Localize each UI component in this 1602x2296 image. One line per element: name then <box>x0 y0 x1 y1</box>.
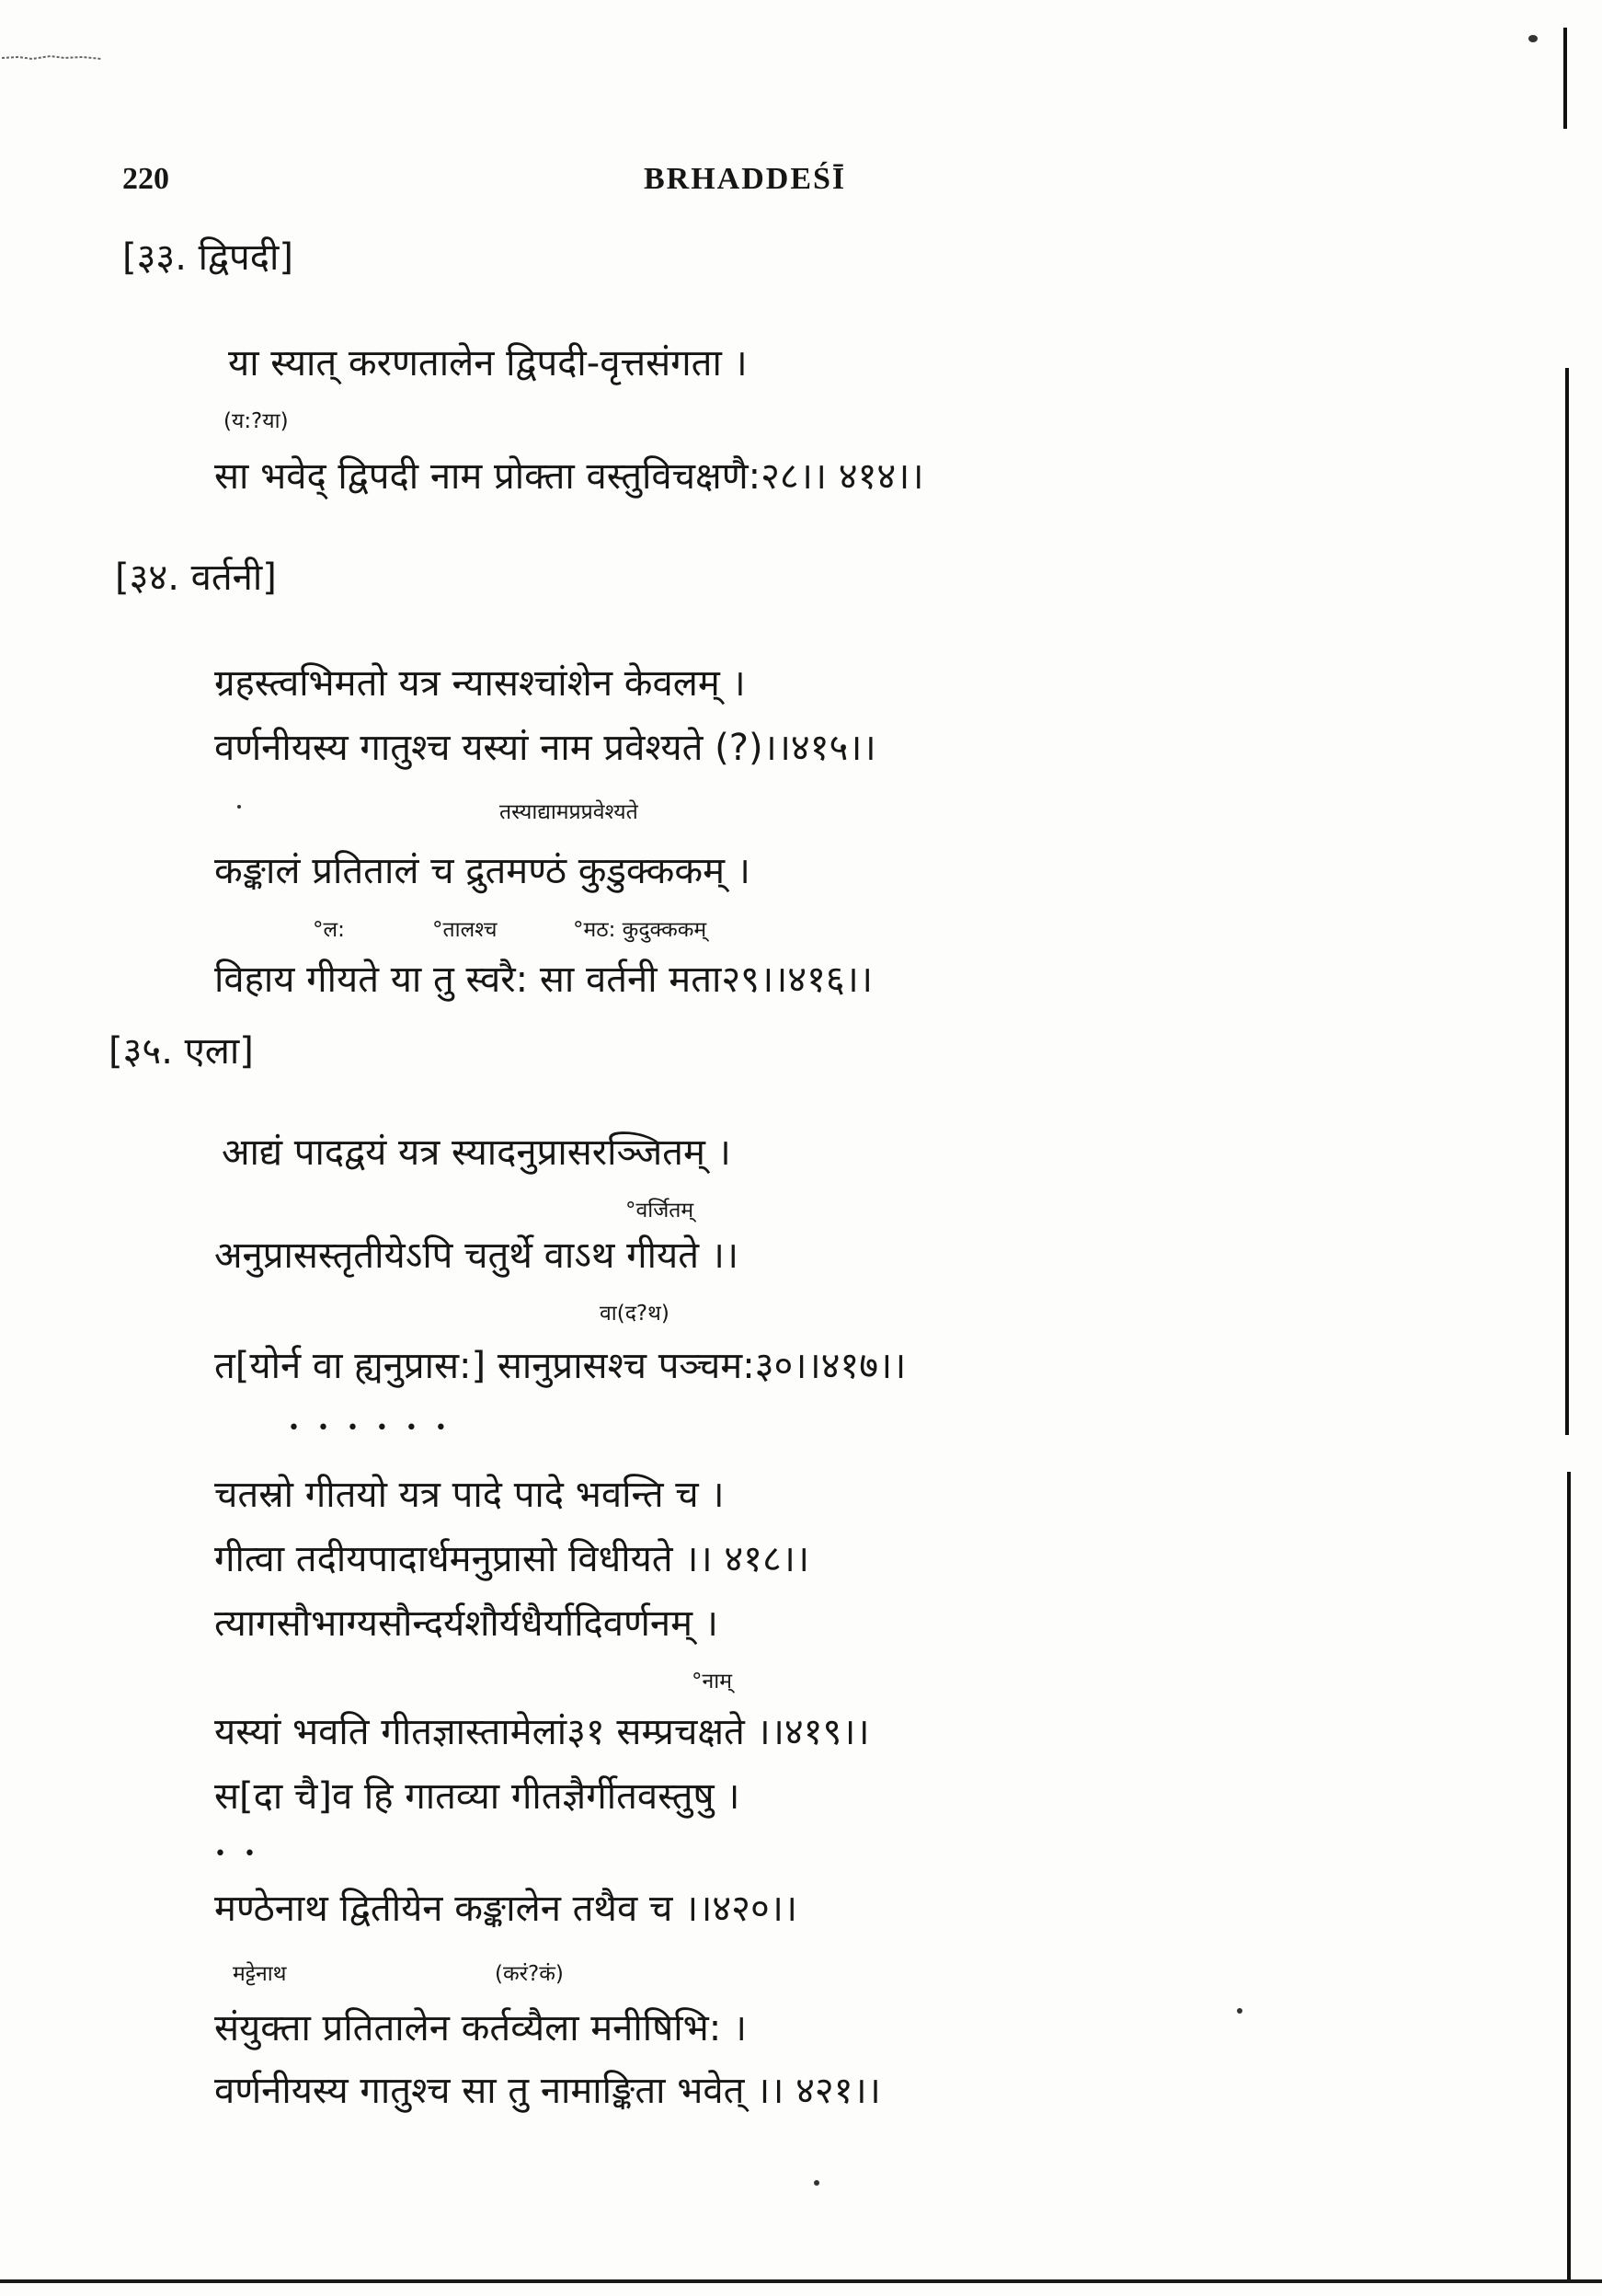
omission-marks: • • • • • • <box>288 1417 452 1440</box>
margin-rule <box>1563 28 1567 129</box>
verse-line: वर्णनीयस्य गातुश्च यस्यां नाम प्रवेश्यते (?)।।४१५।। <box>214 727 876 769</box>
section-heading-vartani: [३४. वर्तनी] <box>115 557 277 599</box>
variant-note: °वर्जितम् <box>625 1199 694 1223</box>
verse-line: या स्यात् करणतालेन द्विपदी-वृत्तसंगता । <box>228 342 748 385</box>
verse-line: ग्रहस्त्वभिमतो यत्र न्यासश्चांशेन केवलम् । <box>214 662 746 705</box>
variant-note: तस्याद्यामप्रप्रवेश्यते <box>499 800 638 824</box>
verse-line: अनुप्रासस्तृतीयेऽपि चतुर्थे वाऽथ गीयते ।। <box>214 1234 739 1277</box>
running-title: BRHADDEŚĪ <box>644 162 847 196</box>
scan-speck <box>1528 35 1538 42</box>
verse-line: यस्यां भवति गीतज्ञास्तामेलां३१ सम्प्रचक्षते ।।४१९।। <box>214 1711 870 1753</box>
omission-marks: • • <box>214 1843 261 1866</box>
variant-note: °ल: <box>313 918 345 942</box>
variant-note: (य:?या) <box>223 409 289 433</box>
verse-line: वर्णनीयस्य गातुश्च सा तु नामाङ्किता भवेत् ।। ४२१।। <box>214 2070 881 2112</box>
scan-speck <box>237 805 241 809</box>
variant-note: °मठ: कुदुक्ककम् <box>573 918 707 942</box>
variant-note: (करं?कं) <box>495 1962 564 1986</box>
scan-speck <box>814 2180 819 2186</box>
verse-line: सा भवेद् द्विपदी नाम प्रोक्ता वस्तुविचक्षणै:२८।। ४१४।। <box>214 455 924 498</box>
scan-speck <box>1237 2008 1242 2014</box>
verse-line: विहाय गीयते या तु स्वरै: सा वर्तनी मता२९।।४१६।। <box>214 959 873 1001</box>
variant-note: वा(द?थ) <box>600 1302 669 1326</box>
page-number: 220 <box>122 162 169 196</box>
verse-line: स[दा चै]व हि गातव्या गीतज्ञैर्गीतवस्तुषु । <box>214 1775 740 1818</box>
verse-line: चतस्रो गीतयो यत्र पादे पादे भवन्ति च । <box>214 1474 725 1516</box>
verse-line: कङ्कालं प्रतितालं च द्रुतमण्ठं कुडुक्ककम् । <box>214 850 750 892</box>
variant-note: मट्टेनाथ <box>233 1962 287 1986</box>
page-bottom-edge <box>0 2279 1602 2283</box>
verse-line: गीत्वा तदीयपादार्धमनुप्रासो विधीयते ।। ४१८।। <box>214 1538 810 1580</box>
verse-line: आद्यं पादद्वयं यत्र स्यादनुप्रासरञ्जितम् । <box>222 1131 731 1174</box>
verse-line: त[योर्न वा ह्यनुप्रास:] सानुप्रासश्च पञ्चम:३०।।४१७।। <box>214 1345 907 1387</box>
section-heading-dvipadi: [३३. द्विपदी] <box>122 236 293 279</box>
variant-note: °तालश्च <box>432 918 498 942</box>
verse-line: मण्ठेनाथ द्वितीयेन कङ्कालेन तथैव च ।।४२०।। <box>214 1888 798 1930</box>
scan-noise-mark <box>0 53 110 63</box>
variant-note: °नाम् <box>692 1670 732 1693</box>
verse-line: त्यागसौभाग्यसौन्दर्यशौर्यधैर्यादिवर्णनम् । <box>214 1602 718 1645</box>
margin-rule <box>1565 368 1569 1435</box>
verse-line: संयुक्ता प्रतितालेन कर्तव्यैला मनीषिभि: । <box>214 2007 748 2049</box>
section-heading-ela: [३५. एला] <box>109 1030 254 1073</box>
margin-rule <box>1567 1472 1571 2281</box>
